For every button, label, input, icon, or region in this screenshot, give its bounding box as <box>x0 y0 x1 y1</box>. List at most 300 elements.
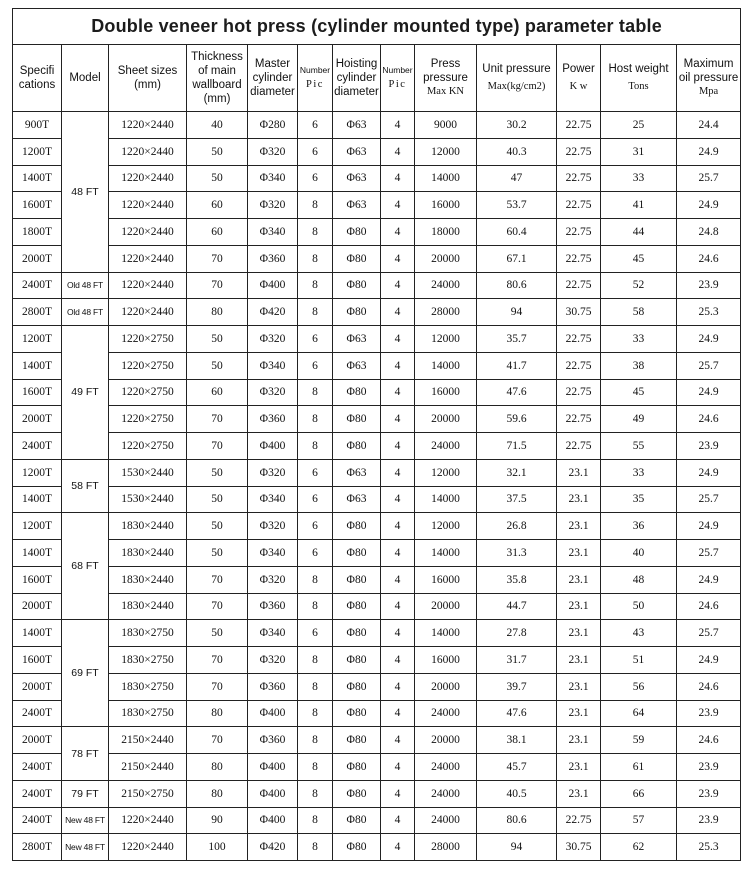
table-row <box>13 780 741 807</box>
sheet-size-cell: 2150×2750 <box>109 780 187 807</box>
max-oil-pressure-cell: 24.6 <box>677 673 741 700</box>
unit-pressure-cell: 39.7 <box>477 673 557 700</box>
unit-pressure-cell: 80.6 <box>477 807 557 834</box>
header-label-line: K w <box>569 81 588 92</box>
master-cylinder-diameter-cell: Φ360 <box>248 593 298 620</box>
hoisting-cylinder-number-cell: 4 <box>381 379 415 406</box>
model-cell: New 48 FT <box>62 834 109 861</box>
max-oil-pressure-cell: 25.3 <box>677 299 741 326</box>
power-cell: 22.75 <box>557 406 601 433</box>
model-cell: 79 FT <box>62 780 109 807</box>
spec-cell: 1800T <box>13 219 62 246</box>
model-cell: 78 FT <box>62 727 109 781</box>
thickness-cell: 50 <box>187 486 248 513</box>
master-cylinder-number-cell: 6 <box>298 459 333 486</box>
press-pressure-cell: 16000 <box>415 192 477 219</box>
thickness-cell: 70 <box>187 647 248 674</box>
hoisting-cylinder-diameter-cell: Φ63 <box>333 192 381 219</box>
hoisting-cylinder-diameter-cell: Φ63 <box>333 352 381 379</box>
header-label-line: Power <box>562 63 595 75</box>
power-cell: 22.75 <box>557 192 601 219</box>
header-label-line: Max KN <box>426 86 465 97</box>
unit-pressure-cell: 67.1 <box>477 245 557 272</box>
unit-pressure-cell: 60.4 <box>477 219 557 246</box>
unit-pressure-cell: 47.6 <box>477 700 557 727</box>
master-cylinder-number-cell: 6 <box>298 326 333 353</box>
thickness-cell: 60 <box>187 192 248 219</box>
master-cylinder-diameter-cell: Φ400 <box>248 272 298 299</box>
sheet-size-cell: 1220×2440 <box>109 112 187 139</box>
hoisting-cylinder-number-cell: 4 <box>381 754 415 781</box>
host-weight-cell: 35 <box>601 486 677 513</box>
header-label-line: Hoisting <box>335 58 378 70</box>
hoisting-cylinder-number-cell: 4 <box>381 513 415 540</box>
host-weight-cell: 33 <box>601 165 677 192</box>
thickness-cell: 70 <box>187 406 248 433</box>
hoisting-cylinder-number-cell: 4 <box>381 459 415 486</box>
header-label-line: Pic <box>388 79 407 90</box>
master-cylinder-number-cell: 8 <box>298 700 333 727</box>
hoisting-cylinder-diameter-cell: Φ80 <box>333 780 381 807</box>
master-cylinder-diameter-cell: Φ320 <box>248 459 298 486</box>
hoisting-cylinder-number-cell: 4 <box>381 112 415 139</box>
thickness-cell: 70 <box>187 433 248 460</box>
host-weight-cell: 41 <box>601 192 677 219</box>
press-pressure-cell: 14000 <box>415 165 477 192</box>
hoisting-cylinder-diameter-cell: Φ63 <box>333 326 381 353</box>
header-host-weight <box>601 45 677 112</box>
master-cylinder-number-cell: 6 <box>298 620 333 647</box>
sheet-size-cell: 1220×2440 <box>109 272 187 299</box>
header-unit-pressure <box>477 45 557 112</box>
master-cylinder-number-cell: 8 <box>298 192 333 219</box>
hoisting-cylinder-diameter-cell: Φ80 <box>333 807 381 834</box>
press-pressure-cell: 12000 <box>415 459 477 486</box>
hoisting-cylinder-number-cell: 4 <box>381 807 415 834</box>
power-cell: 23.1 <box>557 540 601 567</box>
header-label-line: (mm) <box>203 93 231 105</box>
master-cylinder-diameter-cell: Φ320 <box>248 379 298 406</box>
master-cylinder-number-cell: 8 <box>298 754 333 781</box>
master-cylinder-diameter-cell: Φ400 <box>248 700 298 727</box>
table-row <box>13 352 741 379</box>
host-weight-cell: 33 <box>601 326 677 353</box>
thickness-cell: 50 <box>187 165 248 192</box>
spec-cell: 2800T <box>13 299 62 326</box>
unit-pressure-cell: 26.8 <box>477 513 557 540</box>
header-specifications <box>13 45 62 112</box>
header-label-line: wallboard <box>192 79 242 91</box>
unit-pressure-cell: 80.6 <box>477 272 557 299</box>
master-cylinder-number-cell: 8 <box>298 219 333 246</box>
table-row <box>13 566 741 593</box>
host-weight-cell: 59 <box>601 727 677 754</box>
power-cell: 23.1 <box>557 593 601 620</box>
thickness-cell: 50 <box>187 459 248 486</box>
hoisting-cylinder-number-cell: 4 <box>381 620 415 647</box>
press-pressure-cell: 28000 <box>415 299 477 326</box>
host-weight-cell: 51 <box>601 647 677 674</box>
sheet-size-cell: 1830×2440 <box>109 566 187 593</box>
max-oil-pressure-cell: 24.9 <box>677 566 741 593</box>
unit-pressure-cell: 45.7 <box>477 754 557 781</box>
power-cell: 23.1 <box>557 486 601 513</box>
hoisting-cylinder-diameter-cell: Φ80 <box>333 727 381 754</box>
spec-cell: 1400T <box>13 540 62 567</box>
host-weight-cell: 52 <box>601 272 677 299</box>
header-sheet-sizes <box>109 45 187 112</box>
header-label-line: cylinder <box>252 72 293 84</box>
thickness-cell: 50 <box>187 540 248 567</box>
table-row <box>13 138 741 165</box>
thickness-cell: 70 <box>187 593 248 620</box>
hoisting-cylinder-diameter-cell: Φ80 <box>333 513 381 540</box>
thickness-cell: 50 <box>187 138 248 165</box>
header-label-line: Master <box>254 58 291 70</box>
max-oil-pressure-cell: 23.9 <box>677 807 741 834</box>
press-pressure-cell: 24000 <box>415 754 477 781</box>
master-cylinder-number-cell: 6 <box>298 165 333 192</box>
unit-pressure-cell: 27.8 <box>477 620 557 647</box>
hoisting-cylinder-diameter-cell: Φ80 <box>333 754 381 781</box>
press-pressure-cell: 20000 <box>415 727 477 754</box>
spec-cell: 2400T <box>13 807 62 834</box>
hoisting-cylinder-number-cell: 4 <box>381 352 415 379</box>
hoisting-cylinder-number-cell: 4 <box>381 245 415 272</box>
spec-cell: 1600T <box>13 647 62 674</box>
master-cylinder-diameter-cell: Φ400 <box>248 754 298 781</box>
master-cylinder-number-cell: 8 <box>298 406 333 433</box>
sheet-size-cell: 1830×2750 <box>109 647 187 674</box>
master-cylinder-diameter-cell: Φ340 <box>248 352 298 379</box>
thickness-cell: 70 <box>187 727 248 754</box>
max-oil-pressure-cell: 24.8 <box>677 219 741 246</box>
header-label-line: Max(kg/cm2) <box>487 81 546 92</box>
master-cylinder-diameter-cell: Φ340 <box>248 620 298 647</box>
thickness-cell: 80 <box>187 700 248 727</box>
header-label-line: oil pressure <box>678 72 739 84</box>
header-max-oil-pressure <box>677 45 741 112</box>
max-oil-pressure-cell: 23.9 <box>677 272 741 299</box>
hoisting-cylinder-number-cell: 4 <box>381 165 415 192</box>
sheet-size-cell: 1530×2440 <box>109 459 187 486</box>
hoisting-cylinder-diameter-cell: Φ80 <box>333 219 381 246</box>
master-cylinder-diameter-cell: Φ320 <box>248 513 298 540</box>
press-pressure-cell: 12000 <box>415 513 477 540</box>
hoisting-cylinder-diameter-cell: Φ80 <box>333 299 381 326</box>
sheet-size-cell: 1220×2440 <box>109 165 187 192</box>
press-pressure-cell: 24000 <box>415 780 477 807</box>
press-pressure-cell: 24000 <box>415 272 477 299</box>
power-cell: 22.75 <box>557 352 601 379</box>
unit-pressure-cell: 35.7 <box>477 326 557 353</box>
max-oil-pressure-cell: 25.7 <box>677 540 741 567</box>
master-cylinder-number-cell: 8 <box>298 379 333 406</box>
max-oil-pressure-cell: 24.6 <box>677 406 741 433</box>
sheet-size-cell: 2150×2440 <box>109 754 187 781</box>
header-label-line: Unit pressure <box>482 63 551 75</box>
press-pressure-cell: 18000 <box>415 219 477 246</box>
header-model <box>62 45 109 112</box>
sheet-size-cell: 1830×2440 <box>109 513 187 540</box>
header-label-line: diameter <box>250 86 295 98</box>
thickness-cell: 80 <box>187 780 248 807</box>
host-weight-cell: 45 <box>601 379 677 406</box>
header-wallboard-thickness <box>187 45 248 112</box>
spec-cell: 1600T <box>13 192 62 219</box>
power-cell: 30.75 <box>557 834 601 861</box>
unit-pressure-cell: 40.5 <box>477 780 557 807</box>
host-weight-cell: 31 <box>601 138 677 165</box>
table-row <box>13 593 741 620</box>
header-label-line: Mpa <box>698 86 719 97</box>
model-cell: Old 48 FT <box>62 299 109 326</box>
host-weight-cell: 36 <box>601 513 677 540</box>
spec-cell: 1400T <box>13 352 62 379</box>
thickness-cell: 50 <box>187 513 248 540</box>
spec-cell: 2000T <box>13 593 62 620</box>
header-label-line: Host weight <box>608 63 669 75</box>
sheet-size-cell: 1220×2750 <box>109 379 187 406</box>
header-label-line: Sheet sizes <box>117 65 178 77</box>
unit-pressure-cell: 35.8 <box>477 566 557 593</box>
master-cylinder-diameter-cell: Φ400 <box>248 780 298 807</box>
hoisting-cylinder-number-cell: 4 <box>381 673 415 700</box>
table-row <box>13 192 741 219</box>
table-row <box>13 807 741 834</box>
sheet-size-cell: 1830×2750 <box>109 673 187 700</box>
master-cylinder-number-cell: 6 <box>298 138 333 165</box>
table-row <box>13 754 741 781</box>
master-cylinder-diameter-cell: Φ320 <box>248 326 298 353</box>
master-cylinder-diameter-cell: Φ320 <box>248 647 298 674</box>
thickness-cell: 50 <box>187 620 248 647</box>
power-cell: 22.75 <box>557 433 601 460</box>
table-row <box>13 326 741 353</box>
max-oil-pressure-cell: 23.9 <box>677 754 741 781</box>
power-cell: 23.1 <box>557 673 601 700</box>
thickness-cell: 60 <box>187 379 248 406</box>
title-row <box>13 9 741 45</box>
table-row <box>13 272 741 299</box>
unit-pressure-cell: 94 <box>477 834 557 861</box>
press-pressure-cell: 20000 <box>415 406 477 433</box>
hoisting-cylinder-number-cell: 4 <box>381 192 415 219</box>
master-cylinder-number-cell: 8 <box>298 566 333 593</box>
sheet-size-cell: 2150×2440 <box>109 727 187 754</box>
host-weight-cell: 45 <box>601 245 677 272</box>
table-row <box>13 486 741 513</box>
unit-pressure-cell: 38.1 <box>477 727 557 754</box>
spec-cell: 2800T <box>13 834 62 861</box>
press-pressure-cell: 12000 <box>415 138 477 165</box>
unit-pressure-cell: 59.6 <box>477 406 557 433</box>
max-oil-pressure-cell: 24.9 <box>677 326 741 353</box>
press-pressure-cell: 20000 <box>415 673 477 700</box>
sheet-size-cell: 1220×2750 <box>109 326 187 353</box>
host-weight-cell: 44 <box>601 219 677 246</box>
host-weight-cell: 57 <box>601 807 677 834</box>
power-cell: 22.75 <box>557 112 601 139</box>
hoisting-cylinder-number-cell: 4 <box>381 780 415 807</box>
master-cylinder-diameter-cell: Φ400 <box>248 433 298 460</box>
max-oil-pressure-cell: 25.7 <box>677 486 741 513</box>
header-label-line: pressure <box>423 72 468 84</box>
master-cylinder-number-cell: 8 <box>298 727 333 754</box>
hoisting-cylinder-number-cell: 4 <box>381 593 415 620</box>
hoisting-cylinder-number-cell: 4 <box>381 326 415 353</box>
header-label-line: Specifi <box>19 65 55 77</box>
master-cylinder-diameter-cell: Φ340 <box>248 219 298 246</box>
hoisting-cylinder-diameter-cell: Φ63 <box>333 459 381 486</box>
spec-cell: 1400T <box>13 486 62 513</box>
power-cell: 23.1 <box>557 727 601 754</box>
power-cell: 23.1 <box>557 780 601 807</box>
master-cylinder-number-cell: 8 <box>298 245 333 272</box>
table-row <box>13 513 741 540</box>
sheet-size-cell: 1830×2750 <box>109 700 187 727</box>
press-pressure-cell: 14000 <box>415 352 477 379</box>
hoisting-cylinder-diameter-cell: Φ63 <box>333 486 381 513</box>
master-cylinder-number-cell: 6 <box>298 112 333 139</box>
table-row <box>13 299 741 326</box>
host-weight-cell: 64 <box>601 700 677 727</box>
header-label-line: Tons <box>628 81 649 92</box>
header-master-cylinder-diameter <box>248 45 298 112</box>
master-cylinder-diameter-cell: Φ340 <box>248 486 298 513</box>
thickness-cell: 40 <box>187 112 248 139</box>
power-cell: 23.1 <box>557 513 601 540</box>
header-label-line: Number <box>382 65 413 75</box>
master-cylinder-diameter-cell: Φ320 <box>248 138 298 165</box>
thickness-cell: 70 <box>187 272 248 299</box>
table-row <box>13 620 741 647</box>
spec-cell: 2000T <box>13 727 62 754</box>
table-row <box>13 245 741 272</box>
press-pressure-cell: 14000 <box>415 620 477 647</box>
hoisting-cylinder-number-cell: 4 <box>381 700 415 727</box>
max-oil-pressure-cell: 24.9 <box>677 379 741 406</box>
master-cylinder-number-cell: 8 <box>298 433 333 460</box>
power-cell: 23.1 <box>557 754 601 781</box>
spec-cell: 2000T <box>13 673 62 700</box>
max-oil-pressure-cell: 23.9 <box>677 700 741 727</box>
sheet-size-cell: 1220×2750 <box>109 352 187 379</box>
table-body <box>13 112 741 861</box>
header-label-line: diameter <box>334 86 379 98</box>
sheet-size-cell: 1220×2750 <box>109 433 187 460</box>
table-row <box>13 459 741 486</box>
master-cylinder-diameter-cell: Φ360 <box>248 245 298 272</box>
spec-cell: 2000T <box>13 406 62 433</box>
hoisting-cylinder-number-cell: 4 <box>381 219 415 246</box>
power-cell: 30.75 <box>557 299 601 326</box>
hoisting-cylinder-diameter-cell: Φ80 <box>333 700 381 727</box>
unit-pressure-cell: 71.5 <box>477 433 557 460</box>
thickness-cell: 80 <box>187 754 248 781</box>
master-cylinder-diameter-cell: Φ360 <box>248 406 298 433</box>
power-cell: 22.75 <box>557 219 601 246</box>
hoisting-cylinder-number-cell: 4 <box>381 727 415 754</box>
master-cylinder-diameter-cell: Φ320 <box>248 566 298 593</box>
max-oil-pressure-cell: 24.9 <box>677 459 741 486</box>
max-oil-pressure-cell: 25.7 <box>677 620 741 647</box>
sheet-size-cell: 1830×2440 <box>109 540 187 567</box>
thickness-cell: 70 <box>187 673 248 700</box>
max-oil-pressure-cell: 25.7 <box>677 165 741 192</box>
spec-cell: 2400T <box>13 780 62 807</box>
power-cell: 23.1 <box>557 620 601 647</box>
max-oil-pressure-cell: 24.9 <box>677 192 741 219</box>
hoisting-cylinder-number-cell: 4 <box>381 406 415 433</box>
unit-pressure-cell: 47 <box>477 165 557 192</box>
spec-cell: 1400T <box>13 620 62 647</box>
max-oil-pressure-cell: 24.9 <box>677 138 741 165</box>
master-cylinder-diameter-cell: Φ400 <box>248 807 298 834</box>
header-label-line: of main <box>198 65 236 77</box>
header-label-line: (mm) <box>134 79 161 91</box>
header-label-line: Maximum <box>683 58 734 70</box>
hoisting-cylinder-number-cell: 4 <box>381 540 415 567</box>
master-cylinder-diameter-cell: Φ280 <box>248 112 298 139</box>
master-cylinder-number-cell: 8 <box>298 834 333 861</box>
press-pressure-cell: 14000 <box>415 540 477 567</box>
hoisting-cylinder-diameter-cell: Φ80 <box>333 566 381 593</box>
power-cell: 22.75 <box>557 245 601 272</box>
spec-cell: 1200T <box>13 513 62 540</box>
table-row <box>13 165 741 192</box>
host-weight-cell: 43 <box>601 620 677 647</box>
unit-pressure-cell: 30.2 <box>477 112 557 139</box>
press-pressure-cell: 20000 <box>415 245 477 272</box>
hoisting-cylinder-diameter-cell: Φ63 <box>333 138 381 165</box>
host-weight-cell: 62 <box>601 834 677 861</box>
master-cylinder-diameter-cell: Φ320 <box>248 192 298 219</box>
master-cylinder-diameter-cell: Φ360 <box>248 727 298 754</box>
power-cell: 22.75 <box>557 138 601 165</box>
thickness-cell: 70 <box>187 566 248 593</box>
power-cell: 22.75 <box>557 807 601 834</box>
thickness-cell: 50 <box>187 352 248 379</box>
header-label-line: cylinder <box>336 72 377 84</box>
master-cylinder-number-cell: 8 <box>298 673 333 700</box>
table-row <box>13 433 741 460</box>
press-pressure-cell: 14000 <box>415 486 477 513</box>
model-cell: 69 FT <box>62 620 109 727</box>
max-oil-pressure-cell: 23.9 <box>677 433 741 460</box>
press-pressure-cell: 12000 <box>415 326 477 353</box>
table-row <box>13 700 741 727</box>
header-press-pressure <box>415 45 477 112</box>
sheet-size-cell: 1220×2750 <box>109 406 187 433</box>
master-cylinder-diameter-cell: Φ340 <box>248 165 298 192</box>
model-cell: 49 FT <box>62 326 109 460</box>
spec-cell: 1200T <box>13 459 62 486</box>
host-weight-cell: 58 <box>601 299 677 326</box>
unit-pressure-cell: 47.6 <box>477 379 557 406</box>
hoisting-cylinder-diameter-cell: Φ80 <box>333 379 381 406</box>
master-cylinder-number-cell: 8 <box>298 593 333 620</box>
table-row <box>13 834 741 861</box>
master-cylinder-number-cell: 8 <box>298 272 333 299</box>
host-weight-cell: 61 <box>601 754 677 781</box>
model-cell: 68 FT <box>62 513 109 620</box>
model-cell: New 48 FT <box>62 807 109 834</box>
host-weight-cell: 50 <box>601 593 677 620</box>
host-weight-cell: 55 <box>601 433 677 460</box>
header-hoisting-cylinder-diameter <box>333 45 381 112</box>
press-pressure-cell: 28000 <box>415 834 477 861</box>
